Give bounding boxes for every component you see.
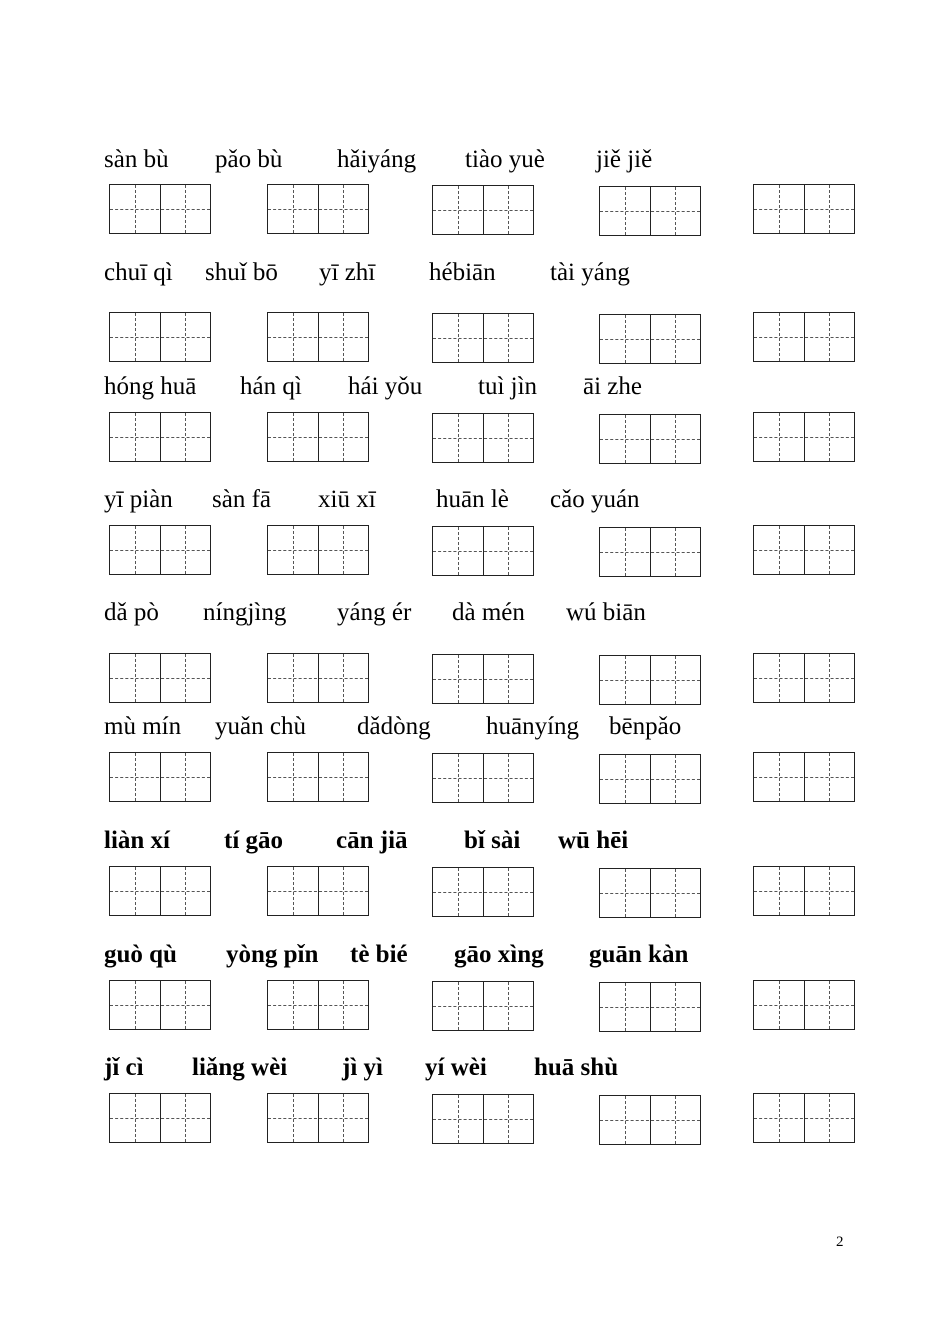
pinyin-word: chuī qì	[104, 259, 173, 286]
pinyin-word: sàn fā	[212, 486, 271, 513]
pinyin-word: níngjìng	[203, 599, 287, 626]
pinyin-word: cān jiā	[336, 827, 408, 854]
pinyin-word: bēnpǎo	[609, 713, 682, 740]
pinyin-word: huānyíng	[486, 713, 580, 740]
pinyin-word: dà mén	[452, 599, 525, 626]
writing-grid[interactable]	[267, 184, 369, 234]
writing-grid[interactable]	[432, 185, 534, 235]
pinyin-word: huā shù	[534, 1054, 619, 1081]
writing-grid[interactable]	[753, 525, 855, 575]
pinyin-word: guò qù	[104, 941, 177, 968]
pinyin-word: sàn bù	[104, 146, 169, 173]
writing-grid[interactable]	[432, 867, 534, 917]
writing-grid[interactable]	[753, 1093, 855, 1143]
pinyin-word: wú biān	[566, 599, 646, 626]
pinyin-word: bǐ sài	[464, 827, 521, 854]
pinyin-word: yáng ér	[337, 599, 412, 626]
writing-grid[interactable]	[109, 752, 211, 802]
writing-grid[interactable]	[753, 752, 855, 802]
pinyin-word: tài yáng	[550, 259, 630, 286]
writing-grid[interactable]	[267, 412, 369, 462]
writing-grid[interactable]	[267, 653, 369, 703]
pinyin-word: liǎng wèi	[192, 1054, 288, 1081]
writing-grid[interactable]	[753, 653, 855, 703]
pinyin-word: yī zhī	[319, 259, 376, 286]
writing-grid[interactable]	[109, 980, 211, 1030]
writing-grid[interactable]	[599, 314, 701, 364]
writing-grid[interactable]	[109, 866, 211, 916]
writing-grid[interactable]	[432, 981, 534, 1031]
writing-grid[interactable]	[267, 752, 369, 802]
writing-grid[interactable]	[599, 1095, 701, 1145]
writing-grid[interactable]	[753, 866, 855, 916]
writing-grid[interactable]	[267, 525, 369, 575]
writing-grid[interactable]	[599, 186, 701, 236]
writing-grid[interactable]	[599, 414, 701, 464]
writing-grid[interactable]	[599, 527, 701, 577]
pinyin-word: yí wèi	[425, 1054, 487, 1081]
pinyin-word: jì yì	[342, 1054, 383, 1081]
writing-grid[interactable]	[432, 1094, 534, 1144]
pinyin-word: hóng huā	[104, 373, 197, 400]
writing-grid[interactable]	[109, 412, 211, 462]
writing-grid[interactable]	[753, 312, 855, 362]
pinyin-word: wū hēi	[558, 827, 629, 854]
writing-grid[interactable]	[109, 1093, 211, 1143]
writing-grid[interactable]	[267, 312, 369, 362]
pinyin-word: mù mín	[104, 713, 182, 740]
writing-grid[interactable]	[267, 866, 369, 916]
writing-grid[interactable]	[109, 653, 211, 703]
pinyin-word: gāo xìng	[454, 941, 544, 968]
pinyin-word: cǎo yuán	[550, 486, 640, 513]
pinyin-word: dǎ pò	[104, 599, 159, 626]
pinyin-word: liàn xí	[104, 827, 170, 854]
pinyin-word: shuǐ bō	[205, 259, 278, 286]
writing-grid[interactable]	[432, 654, 534, 704]
pinyin-word: pǎo bù	[215, 146, 283, 173]
writing-grid[interactable]	[432, 313, 534, 363]
writing-grid[interactable]	[109, 312, 211, 362]
writing-grid[interactable]	[432, 413, 534, 463]
pinyin-word: āi zhe	[583, 373, 642, 400]
writing-grid[interactable]	[109, 184, 211, 234]
writing-grid[interactable]	[432, 526, 534, 576]
pinyin-word: tí gāo	[224, 827, 284, 854]
pinyin-word: jiě jiě	[596, 146, 653, 173]
pinyin-word: huān lè	[436, 486, 509, 513]
writing-grid[interactable]	[753, 184, 855, 234]
pinyin-word: xiū xī	[318, 486, 376, 513]
writing-grid[interactable]	[599, 655, 701, 705]
pinyin-word: guān kàn	[589, 941, 689, 968]
writing-grid[interactable]	[753, 980, 855, 1030]
pinyin-word: tiào yuè	[465, 146, 545, 173]
pinyin-word: hái yǒu	[348, 373, 423, 400]
writing-grid[interactable]	[753, 412, 855, 462]
writing-grid[interactable]	[267, 1093, 369, 1143]
pinyin-word: hán qì	[240, 373, 302, 400]
writing-grid[interactable]	[432, 753, 534, 803]
writing-grid[interactable]	[109, 525, 211, 575]
pinyin-word: tuì jìn	[478, 373, 538, 400]
pinyin-word: yī piàn	[104, 486, 173, 513]
pinyin-word: yòng pǐn	[226, 941, 319, 968]
pinyin-word: yuǎn chù	[215, 713, 306, 740]
writing-grid[interactable]	[267, 980, 369, 1030]
writing-grid[interactable]	[599, 754, 701, 804]
pinyin-word: hǎiyáng	[337, 146, 417, 173]
pinyin-word: hébiān	[429, 259, 496, 286]
pinyin-word: tè bié	[350, 941, 408, 968]
page-number: 2	[836, 1234, 844, 1250]
writing-grid[interactable]	[599, 982, 701, 1032]
writing-grid[interactable]	[599, 868, 701, 918]
pinyin-word: dǎdòng	[357, 713, 431, 740]
pinyin-word: jǐ cì	[104, 1054, 144, 1081]
